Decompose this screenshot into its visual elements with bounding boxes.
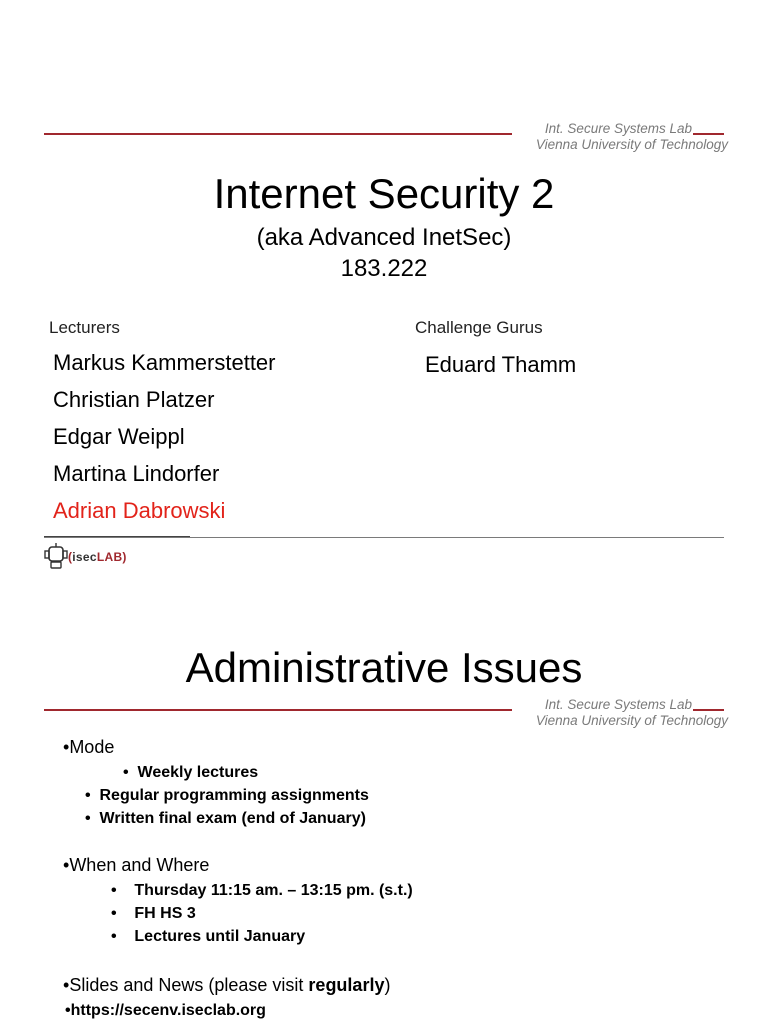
lab-caption bbox=[536, 697, 728, 729]
logo-text-isec: isec bbox=[72, 550, 97, 564]
isec-lab-robot-icon bbox=[44, 542, 68, 572]
slide-title: Administrative Issues bbox=[185, 644, 583, 691]
list-item: • FH HS 3 bbox=[111, 905, 196, 922]
bullet-slides-news: •Slides and News (please visit regularly) bbox=[63, 975, 391, 995]
list-item: • Lectures until January bbox=[111, 928, 306, 945]
university-name: Vienna University of Technology bbox=[535, 137, 728, 152]
list-item: • Written final exam (end of January) bbox=[85, 810, 366, 827]
slide-subtitle: (aka Advanced InetSec) bbox=[256, 224, 512, 251]
lecturer-name: Christian Platzer bbox=[53, 387, 215, 412]
header-rule bbox=[44, 133, 512, 135]
list-item: • Weekly lectures bbox=[123, 764, 259, 781]
bullet-mode: •Mode bbox=[63, 737, 115, 757]
footer-rule-dark bbox=[44, 536, 190, 537]
admin-slide bbox=[0, 576, 768, 1024]
lecturers-label: Lecturers bbox=[49, 318, 120, 337]
lecturer-name: Markus Kammerstetter bbox=[53, 350, 276, 375]
lab-name: Int. Secure Systems Lab bbox=[544, 697, 692, 712]
guru-name: Eduard Thamm bbox=[425, 352, 577, 377]
lab-name: Int. Secure Systems Lab bbox=[544, 121, 692, 136]
lab-caption bbox=[536, 121, 728, 153]
footer-rule bbox=[44, 537, 724, 538]
list-item: • Regular programming assignments bbox=[85, 787, 369, 804]
bullet-when-where: •When and Where bbox=[63, 855, 210, 875]
logo-text-lab: LAB bbox=[96, 550, 123, 564]
university-name: Vienna University of Technology bbox=[535, 713, 728, 728]
course-url-link[interactable]: •https://secenv.iseclab.org bbox=[65, 1002, 266, 1019]
lecturer-name: Martina Lindorfer bbox=[53, 461, 220, 486]
header-rule bbox=[44, 709, 512, 711]
list-item: • Thursday 11:15 am. – 13:15 pm. (s.t.) bbox=[111, 882, 413, 899]
course-number: 183.222 bbox=[340, 255, 428, 282]
iseclab-logo: (isecLAB) bbox=[44, 541, 127, 573]
gurus-label: Challenge Gurus bbox=[415, 318, 543, 337]
lecturer-name: Edgar Weippl bbox=[53, 424, 185, 449]
slide-title: Internet Security 2 bbox=[213, 170, 555, 217]
lecturer-name-highlighted: Adrian Dabrowski bbox=[53, 498, 226, 523]
